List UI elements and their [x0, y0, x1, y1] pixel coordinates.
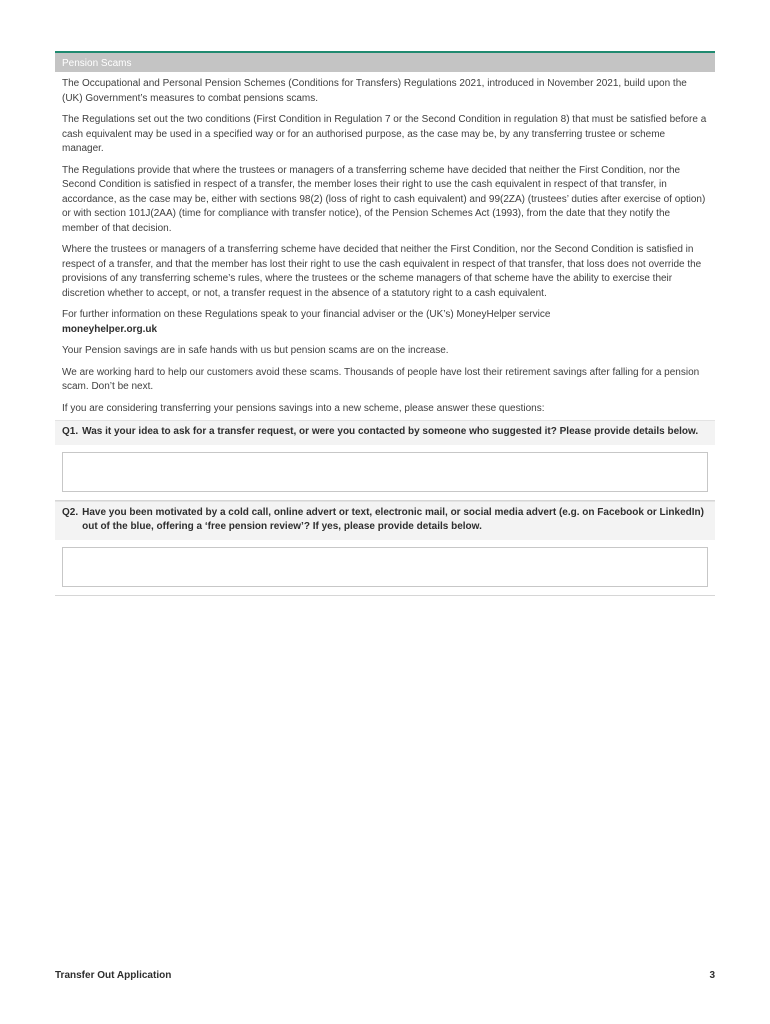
- question-2-answer-area: [55, 540, 715, 596]
- paragraph-conditions: The Regulations set out the two conditions (First Condition in Regulation 7 or the Second Condition in regulation 8) that must be satisfied before a cash equivalent may be used in a specified way or for an authorised purpose, as the case may be, by any transferring trustee or scheme manager.: [62, 114, 707, 154]
- footer-document-title: Transfer Out Application: [55, 970, 172, 981]
- section-body: [55, 72, 715, 420]
- paragraph-questions-intro: If you are considering transferring your pensions savings into a new scheme, please answer these questions:: [62, 402, 545, 414]
- question-2: [55, 501, 715, 540]
- paragraph-loss-of-right: The Regulations provide that where the trustees or managers of a transferring scheme have decided that neither the First Condition, nor the Second Condition is satisfied in respect of a transfer, the member loses their right to use the cash equivalent in respect of that transfer, in accordance, as the case may be, either with sections 98(2) (loss of right to cash equivalent) and 99(2ZA) (trustees’ duties after exercise of option) or with section 101J(2AA) (time for compliance with transfer notice), of the Pension Schemes Act (1993), from the date that they notify the member of that decision.: [62, 164, 706, 234]
- paragraph-further-info: [62, 301, 709, 337]
- footer-page-number: 3: [709, 970, 715, 981]
- question-1: [55, 420, 715, 445]
- paragraph-working-hard: We are working hard to help our customers avoid these scams. Thousands of people have lost their retirement savings after falling for a pension scam. Don’t be next.: [62, 366, 700, 392]
- section-header: Pension Scams: [55, 51, 715, 72]
- question-2-number: Q2.: [62, 506, 79, 518]
- paragraph-safe-hands: Your Pension savings are in safe hands with us but pension scams are on the increase.: [62, 345, 449, 356]
- question-1-answer-field[interactable]: [62, 452, 708, 492]
- moneyhelper-link[interactable]: moneyhelper.org.uk: [62, 323, 158, 335]
- question-1-answer-area: [55, 445, 715, 501]
- question-2-text: Have you been motivated by a cold call, online advert or text, electronic mail, or social media advert (e.g. on Facebook or LinkedIn) out of the blue, offering a ‘free pension review’? If yes, please provide details below.: [82, 506, 704, 532]
- question-1-text: Was it your idea to ask for a transfer request, or were you contacted by someone who suggested it? Please provide details below.: [82, 426, 699, 437]
- further-info-text: For further information on these Regulations speak to your financial adviser or the (UK’s) MoneyHelper service: [62, 309, 551, 320]
- paragraph-regulations-intro: The Occupational and Personal Pension Schemes (Conditions for Transfers) Regulations 2021, introduced in November 2021, build upon the (UK) Government’s measures to combat pensions scams.: [62, 78, 687, 104]
- question-1-number: Q1.: [62, 426, 79, 437]
- question-2-answer-field[interactable]: [62, 547, 708, 587]
- paragraph-scheme-rules: Where the trustees or managers of a transferring scheme have decided that neither the First Condition, nor the Second Condition is satisfied in respect of a transfer, and that the member has lost their right to use the cash equivalent in respect of that transfer, that loss does not override the provisions of any transferring scheme’s rules, where the trustees or the scheme managers of that scheme have the ability to exercise their discretion whether to accept, or not, a transfer request in the absence of a statutory right to a cash equivalent.: [62, 244, 702, 299]
- pension-scams-section: [55, 51, 715, 596]
